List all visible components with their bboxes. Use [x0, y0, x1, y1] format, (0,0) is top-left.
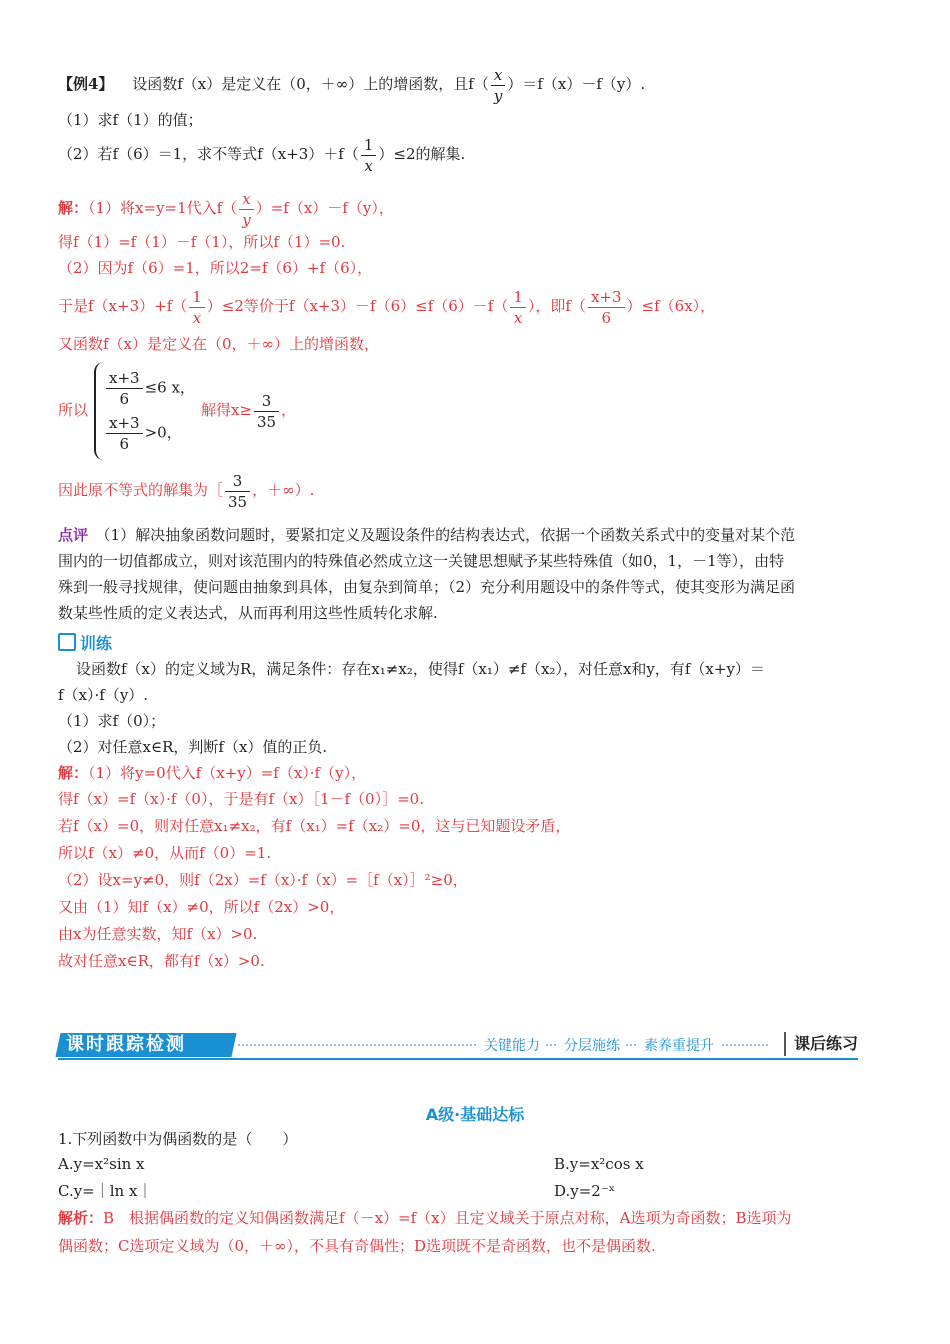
- fraction-x3-over-6: [106, 368, 143, 409]
- sol-l4-c: ），即f（: [527, 297, 586, 315]
- system-row-1: [104, 368, 195, 409]
- q1-options-ab: [58, 1150, 893, 1178]
- solution-line-1: [58, 186, 893, 230]
- frac-den: 35: [256, 412, 277, 431]
- frac-den: x: [364, 156, 373, 175]
- comment-line-1: [58, 522, 893, 548]
- frac-num: x+3: [588, 287, 625, 308]
- q1-answer-1: [58, 1204, 893, 1232]
- sol-l4-b: ）≤2等价于f（x+3）－f（6）≤f（6）－f（: [206, 297, 509, 315]
- frac-den: 35: [228, 492, 248, 511]
- training-s4: 所以f（x）≠0，从而f（0）=1.: [58, 844, 272, 862]
- option-b: B.y=x²cos x: [554, 1155, 644, 1173]
- banner-tag: [55, 1033, 236, 1057]
- solution-label: 解：: [58, 199, 89, 217]
- question-1: [58, 1128, 893, 1260]
- example-q1: （1）求f（1）的值；: [58, 111, 203, 129]
- row-2-tail: >0，: [144, 423, 182, 442]
- section-banner: [58, 1030, 858, 1060]
- training-q1: （1）求f（0）；: [58, 712, 166, 730]
- training-block: [58, 632, 893, 975]
- fraction-x3-over-6: [588, 287, 625, 328]
- banner-tag-text: 课时跟踪检测: [66, 1034, 186, 1055]
- system-row-2: [104, 413, 195, 454]
- training-header: [58, 632, 893, 656]
- frac-den: y: [242, 210, 251, 229]
- final-post: ，＋∞）.: [252, 481, 315, 499]
- example-label: 【例4】: [58, 75, 114, 93]
- frac-den: 6: [119, 435, 130, 453]
- fraction-x3-over-6: [106, 413, 143, 454]
- option-d: D.y=2⁻ˣ: [554, 1182, 616, 1200]
- banner-underline: [58, 1058, 858, 1060]
- banner-after-class: 课后练习: [784, 1032, 858, 1056]
- training-s3: 若f（x）=0，则对任意x₁≠x₂，有f（x₁）=f（x₂）=0，这与已知题设矛盾，: [58, 817, 571, 835]
- banner-keyword-1: 关键能力: [478, 1035, 546, 1055]
- frac-den: 6: [601, 308, 612, 327]
- frac-num: 1: [189, 287, 205, 308]
- frac-num: x+3: [106, 413, 143, 434]
- sol-l1-tail: ）=f（x）－f（y），: [255, 199, 394, 217]
- training-icon: [58, 633, 76, 651]
- frac-num: 1: [361, 135, 377, 156]
- row-1-tail: ≤6 x，: [144, 378, 195, 397]
- fraction-1-over-x: [510, 287, 526, 328]
- sol-l4-d: ）≤f（6x），: [626, 297, 716, 315]
- fraction-3-over-35: [225, 471, 250, 512]
- option-c: C.y=｜ln x｜: [58, 1182, 153, 1200]
- frac-num: 3: [254, 391, 279, 412]
- solution-line-4: [58, 282, 893, 330]
- comment-text-1: （1）解决抽象函数问题时，要紧扣定义及题设条件的结构表达式，依据一个函数关系式中的变量对某个范: [103, 526, 796, 544]
- solution-block: [58, 186, 893, 512]
- banner-keyword-2: 分层施练: [558, 1035, 626, 1055]
- solution-line-2: 得f（1）=f（1）－f（1），所以f（1）=0.: [58, 233, 346, 251]
- q1-stem: 1.下列函数中为偶函数的是（ ）: [58, 1130, 298, 1148]
- sys-end: ，: [281, 401, 297, 419]
- option-a: A.y=x²sin x: [58, 1155, 145, 1173]
- fraction-3-over-35: [254, 391, 279, 432]
- level-heading: A级·基础达标: [425, 1105, 525, 1124]
- answer-label: 解析：: [58, 1209, 104, 1227]
- frac-den: y: [493, 86, 503, 105]
- example-q2: [58, 132, 893, 176]
- frac-num: x: [491, 65, 505, 86]
- sol-l4-a: 于是f（x+3）+f（: [58, 297, 188, 315]
- fraction-1-over-x: [189, 287, 205, 328]
- fraction-x-over-y: [239, 189, 253, 230]
- training-s1: [58, 760, 893, 786]
- training-s1-text: （1）将y=0代入f（x+y）=f（x）·f（y），: [88, 764, 367, 782]
- training-s6: 又由（1）知f（x）≠0，所以f（2x）>0，: [58, 898, 345, 916]
- frac-num: x: [239, 189, 253, 210]
- inequality-system: [94, 362, 195, 460]
- training-s8: 故对任意x∈R，都有f（x）>0.: [58, 952, 265, 970]
- training-label: 训练: [80, 634, 113, 653]
- training-s7: 由x为任意实数，知f（x）>0.: [58, 925, 258, 943]
- solution-system: [58, 358, 893, 462]
- fraction-x-over-y: [491, 65, 505, 106]
- q1-answer-2: 偶函数；C选项定义域为（0，＋∞），不具有奇偶性；D选项既不是奇函数，也不是偶函数.: [58, 1237, 656, 1255]
- q2-text: （2）若f（6）＝1，求不等式f（x+3）＋f（: [58, 145, 359, 163]
- q2-tail: ）≤2的解集.: [378, 145, 466, 163]
- training-s2: 得f（x）=f（x）·f（0），于是有f（x）［1－f（0）］=0.: [58, 790, 424, 808]
- q1-options-cd: [58, 1178, 893, 1204]
- comment-line-2: 围内的一切值都成立，则对该范围内的特殊值必然成立这一关键思想赋予某些特殊值（如0，1，－1等），由特: [58, 552, 785, 570]
- solution-line-3: （2）因为f（6）=1，所以2=f（6）+f（6），: [58, 259, 373, 277]
- example-stem-tail: ）＝f（x）－f（y）.: [507, 75, 646, 93]
- comment-line-4: 数某些性质的定义表达式，从而再利用这些性质转化求解.: [58, 604, 438, 622]
- example-stem-text: 设函数f（x）是定义在（0，＋∞）上的增函数，且f（: [132, 75, 489, 93]
- comment-label: 点评: [58, 526, 89, 544]
- example-stem: [58, 62, 893, 106]
- solution-line-5: 又函数f（x）是定义在（0，＋∞）上的增函数，: [58, 335, 380, 353]
- frac-den: x: [192, 308, 202, 327]
- sol-l1-text: （1）将x=y=1代入f（: [88, 199, 238, 217]
- page-content: [58, 62, 893, 970]
- training-p2: f（x）·f（y）.: [58, 686, 149, 704]
- final-pre: 因此原不等式的解集为［: [58, 481, 224, 499]
- fraction-1-over-x: [361, 135, 377, 176]
- frac-den: x: [513, 308, 523, 327]
- solution-final: [58, 468, 893, 512]
- frac-num: 3: [225, 471, 250, 492]
- frac-num: 1: [510, 287, 526, 308]
- sys-solve: 解得x≥: [200, 401, 252, 419]
- frac-den: 6: [119, 390, 130, 408]
- training-solution-label: 解：: [58, 764, 89, 782]
- training-q2: （2）对任意x∈R，判断f（x）值的正负.: [58, 738, 328, 756]
- training-p1: 设函数f（x）的定义域为R，满足条件：存在x₁≠x₂，使得f（x₁）≠f（x₂），对任意x和y，有f（x+y）＝: [76, 660, 765, 678]
- comment-line-3: 殊到一般寻找规律，使问题由抽象到具体，由复杂到简单；（2）充分利用题设中的条件等式，使其变形为满足函: [58, 578, 796, 596]
- banner-keyword-3: 素养重提升: [638, 1035, 720, 1055]
- comment-block: [58, 522, 893, 626]
- training-s5: （2）设x=y≠0，则f（2x）=f（x）·f（x）=［f（x）］²≥0，: [58, 871, 468, 889]
- frac-num: x+3: [106, 368, 143, 389]
- sys-prefix: 所以: [58, 401, 89, 419]
- answer-text-1: B 根据偶函数的定义知偶函数满足f（－x）=f（x）且定义域关于原点对称，A选项为奇函数；B选项为: [103, 1209, 792, 1227]
